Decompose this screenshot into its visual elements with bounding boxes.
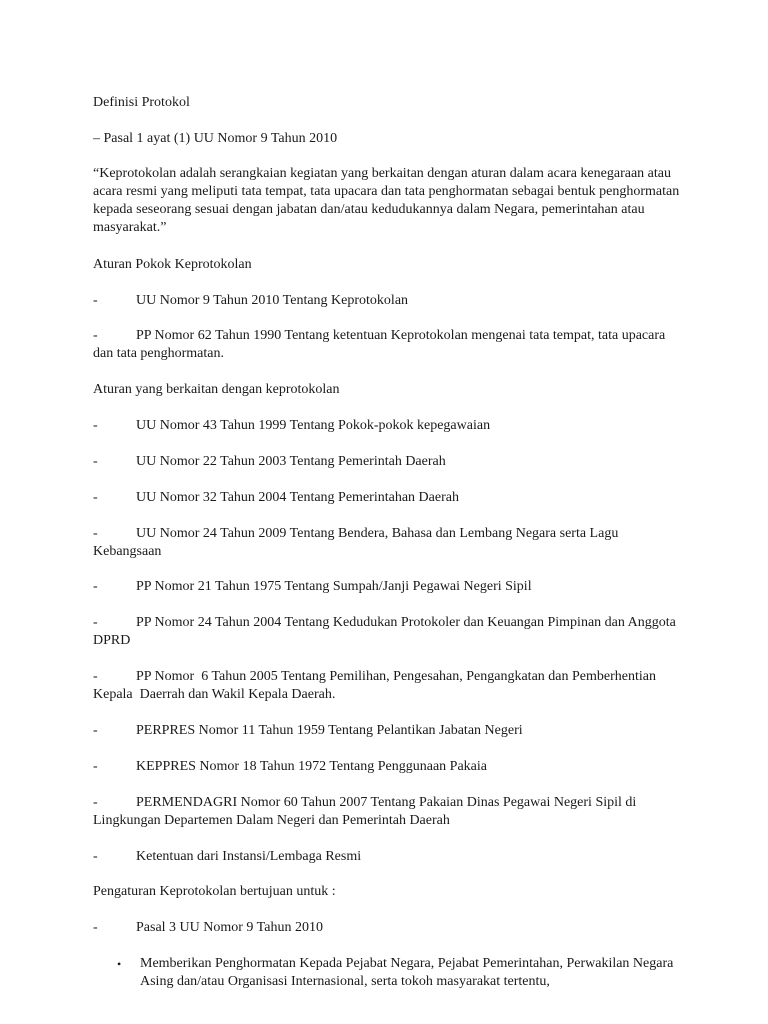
list-item xyxy=(93,758,683,776)
heading-tujuan: Pengaturan Keprotokolan bertujuan untuk : xyxy=(93,884,336,899)
list-item-text: Pasal 3 UU Nomor 9 Tahun 2010 xyxy=(136,920,323,935)
dash-marker: - xyxy=(93,328,98,343)
list-item-text: PP Nomor 62 Tahun 1990 Tentang ketentuan Keprotokolan mengenai tata tempat, tata upacara dan tata penghormatan. xyxy=(93,328,666,361)
definition-quote: “Keprotokolan adalah serangkaian kegiatan yang berkaitan dengan aturan dalam acara kenegaraan atau acara resmi yang meliputi tata tempat, tata upacara dan tata penghormatan sebagai bentuk penghormatan kepada seseorang sesuai dengan jabatan dan/atau kedudukannya dalam Negara, pemerintahan atau masyarakat.” xyxy=(93,166,680,235)
dash-marker: - xyxy=(93,454,98,469)
pasal-reference: – Pasal 1 ayat (1) UU Nomor 9 Tahun 2010 xyxy=(93,131,338,146)
list-item-text: UU Nomor 22 Tahun 2003 Tentang Pemerintah Daerah xyxy=(136,454,446,469)
list-item-text: PERMENDAGRI Nomor 60 Tahun 2007 Tentang Pakaian Dinas Pegawai Negeri Sipil di Lingkungan Departemen Dalam Negeri dan Pemerintah Daerah xyxy=(93,795,637,828)
bullet-marker: • xyxy=(117,957,122,971)
list-item-text: UU Nomor 24 Tahun 2009 Tentang Bendera, Bahasa dan Lembang Negara serta Lagu Kebangsaan xyxy=(93,526,619,559)
list-item-text: UU Nomor 32 Tahun 2004 Tentang Pemerintahan Daerah xyxy=(136,490,459,505)
dash-marker: - xyxy=(93,526,98,541)
dash-marker: - xyxy=(93,795,98,810)
list-item xyxy=(93,919,683,937)
list-item-text: PP Nomor 24 Tahun 2004 Tentang Kedudukan Protokoler dan Keuangan Pimpinan dan Anggota DPRD xyxy=(93,615,676,648)
dash-marker: - xyxy=(93,669,98,684)
list-item xyxy=(93,848,683,866)
dash-marker: - xyxy=(93,293,98,308)
dash-marker: - xyxy=(93,723,98,738)
list-item xyxy=(93,417,683,435)
dash-marker: - xyxy=(93,615,98,630)
bullet-item xyxy=(117,955,687,991)
list-item xyxy=(93,525,683,561)
dash-marker: - xyxy=(93,418,98,433)
list-item xyxy=(93,578,683,596)
list-item xyxy=(93,668,683,704)
list-item xyxy=(93,292,683,310)
list-item-text: PP Nomor 6 Tahun 2005 Tentang Pemilihan, Pengesahan, Pengangkatan dan Pemberhentian Kepala Daerrah dan Wakil Kepala Daerah. xyxy=(93,669,660,702)
heading-definisi: Definisi Protokol xyxy=(93,95,190,110)
list-item xyxy=(93,614,683,650)
dash-marker: - xyxy=(93,759,98,774)
list-item xyxy=(93,722,683,740)
heading-aturan-pokok: Aturan Pokok Keprotokolan xyxy=(93,257,252,272)
bullet-item-text: Memberikan Penghormatan Kepada Pejabat Negara, Pejabat Pemerintahan, Perwakilan Negara Asing dan/atau Organisasi Internasional, serta tokoh masyarakat tertentu, xyxy=(140,956,674,989)
dash-marker: - xyxy=(93,490,98,505)
list-item-text: UU Nomor 43 Tahun 1999 Tentang Pokok-pokok kepegawaian xyxy=(136,418,491,433)
dash-marker: - xyxy=(93,579,98,594)
list-item xyxy=(93,327,683,363)
list-item xyxy=(93,453,683,471)
list-item xyxy=(93,489,683,507)
list-item-text: Ketentuan dari Instansi/Lembaga Resmi xyxy=(136,849,362,864)
list-item-text: PP Nomor 21 Tahun 1975 Tentang Sumpah/Janji Pegawai Negeri Sipil xyxy=(136,579,532,594)
list-item xyxy=(93,794,683,830)
heading-aturan-berkaitan: Aturan yang berkaitan dengan keprotokolan xyxy=(93,382,340,397)
list-item-text: KEPPRES Nomor 18 Tahun 1972 Tentang Penggunaan Pakaia xyxy=(136,759,487,774)
list-item-text: PERPRES Nomor 11 Tahun 1959 Tentang Pelantikan Jabatan Negeri xyxy=(136,723,523,738)
dash-marker: - xyxy=(93,920,98,935)
dash-marker: - xyxy=(93,849,98,864)
list-item-text: UU Nomor 9 Tahun 2010 Tentang Keprotokolan xyxy=(136,293,409,308)
